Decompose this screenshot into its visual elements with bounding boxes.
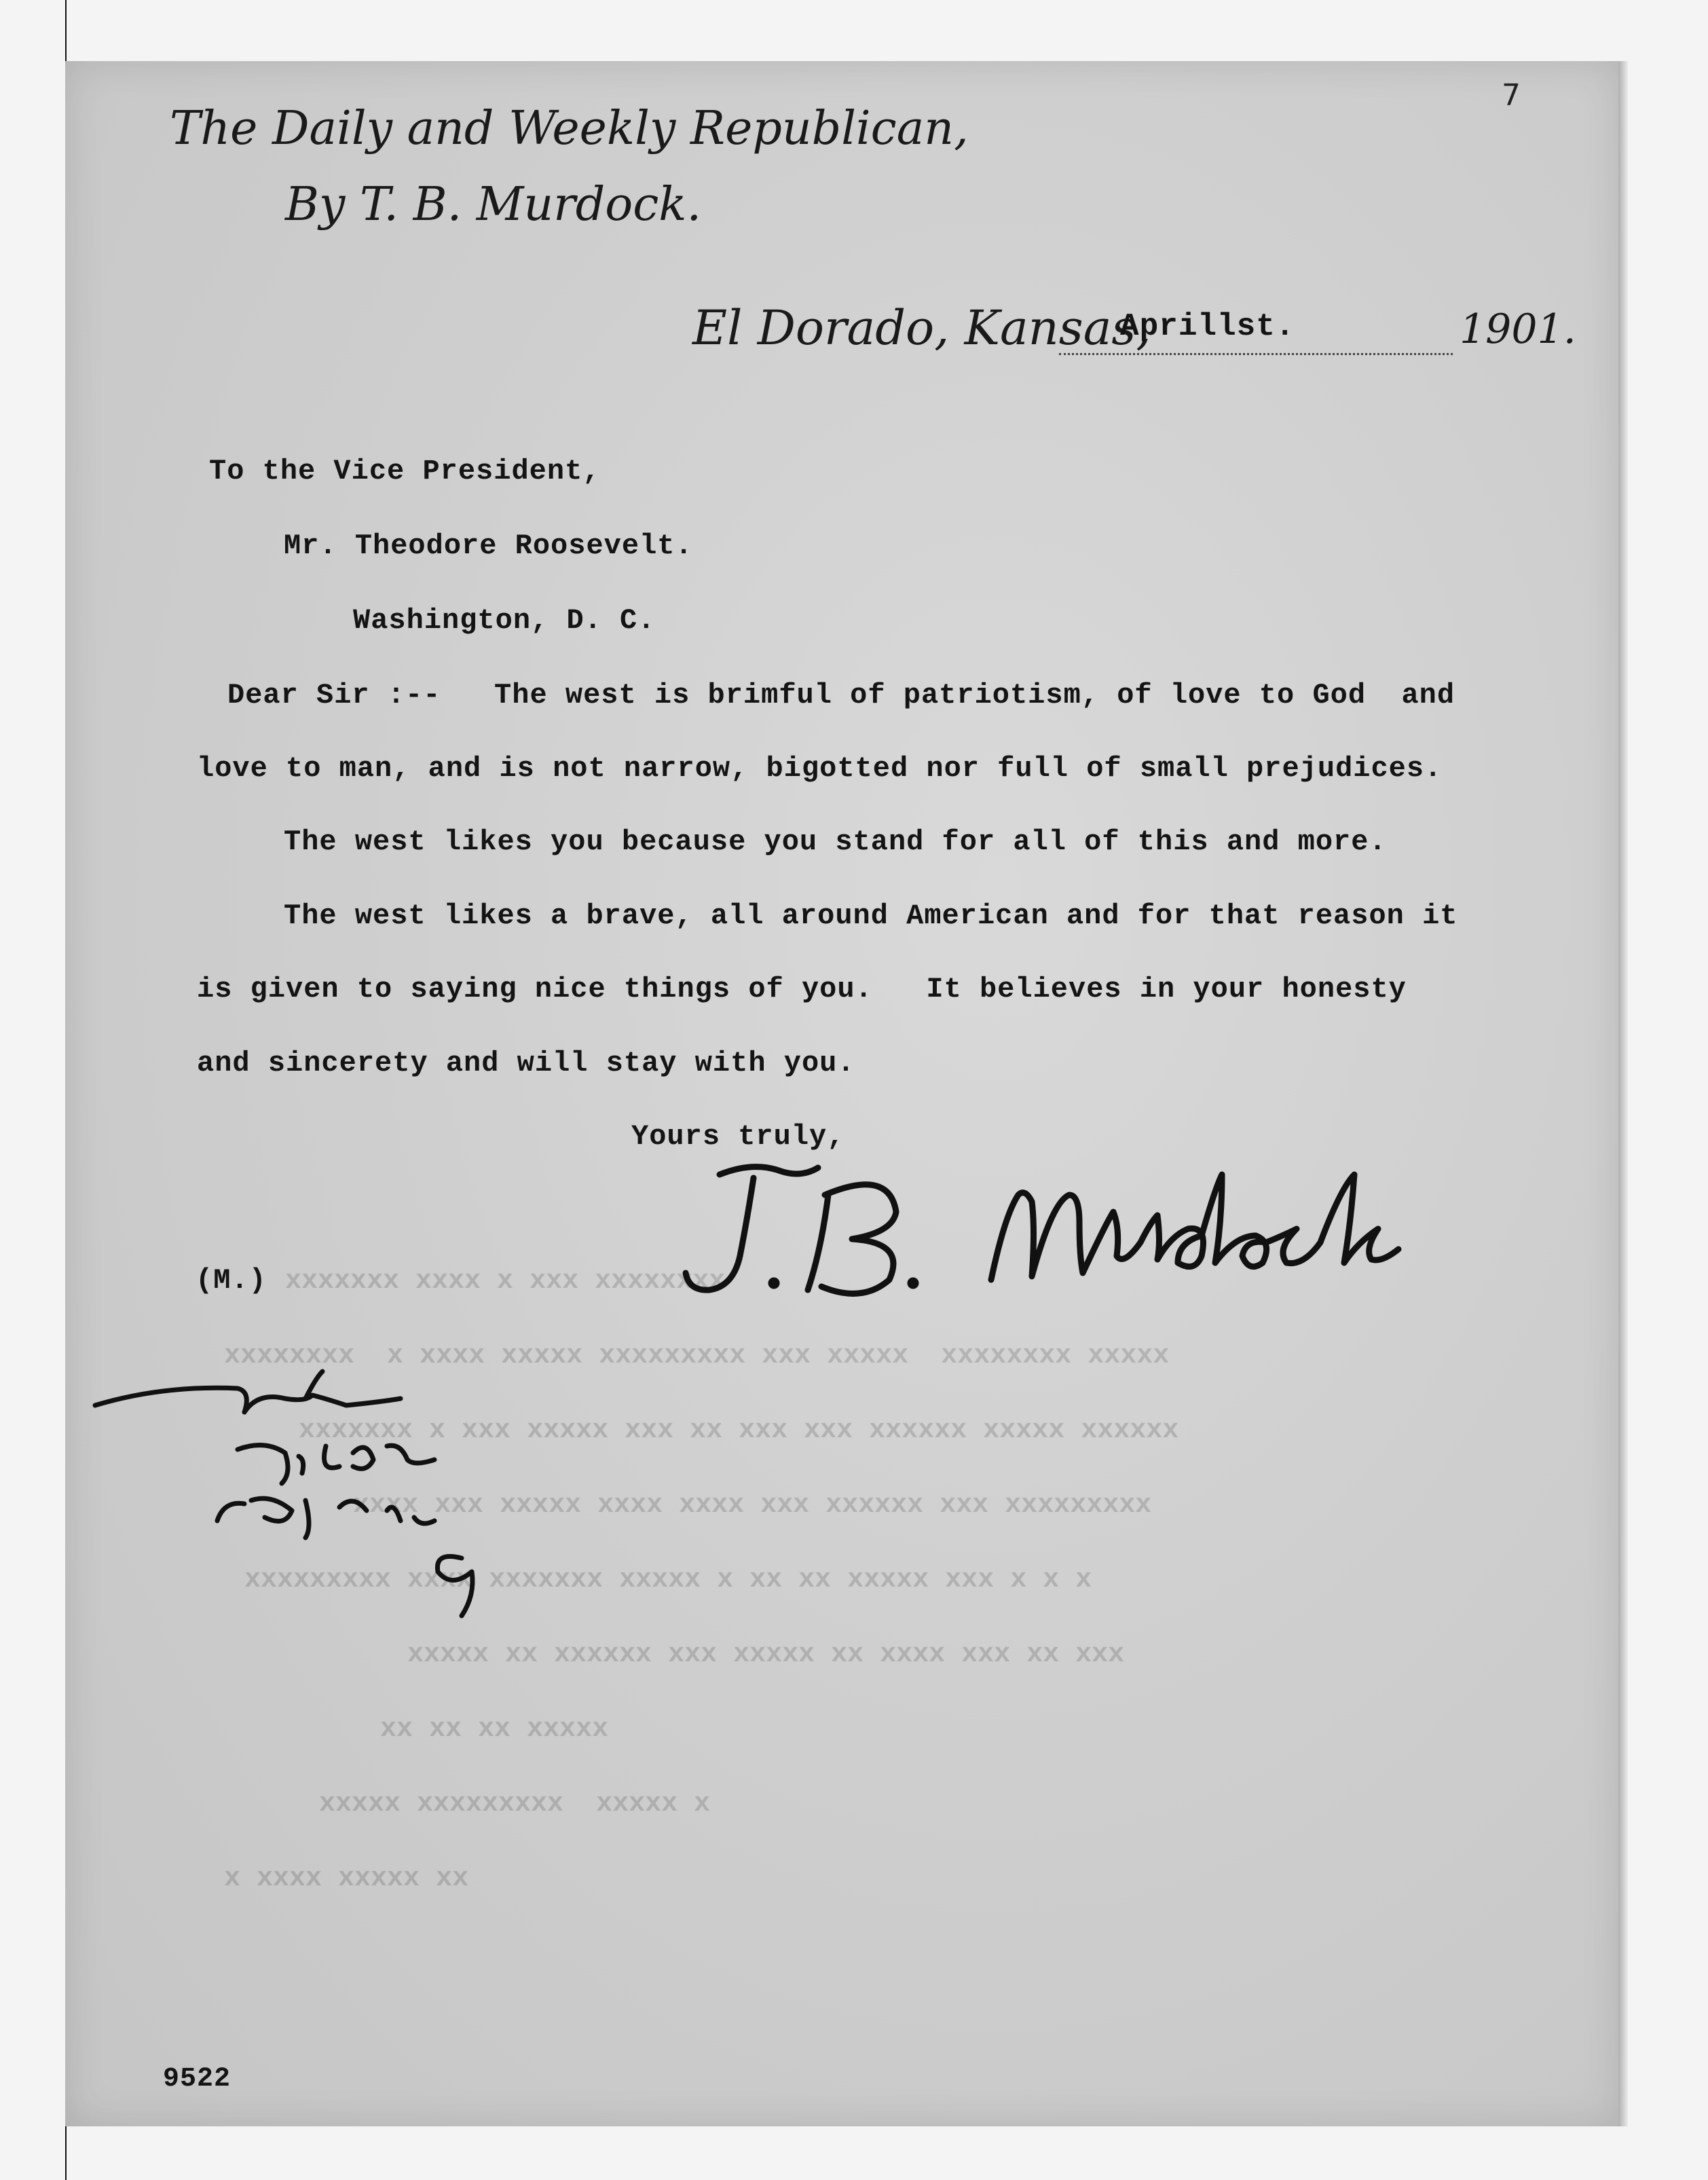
bleed-through-text: xxxxxx xxxxx xxxxxx xxx xxx xx xxx xxxxx xxx x xxxxxxx bbox=[299, 1416, 1179, 1446]
address-line-2: Mr. Theodore Roosevelt. bbox=[284, 530, 693, 562]
body-line-4: The west likes a brave, all around American and for that reason it bbox=[284, 900, 1458, 932]
file-number: 9522 bbox=[163, 2064, 231, 2094]
body-line-3: The west likes you because you stand for all of this and more. bbox=[284, 826, 1387, 858]
typist-initials: (M.) bbox=[196, 1264, 267, 1297]
bleed-through-text: xxxxxxxxx xxx xxxxxx xxx xxxx xxxx xxxxx xxx xxxx bbox=[353, 1490, 1152, 1521]
date-dotted-line bbox=[1059, 353, 1453, 355]
body-line-1: Dear Sir :-- The west is brimful of patriotism, of love to God and bbox=[227, 679, 1455, 712]
letterhead-place: El Dorado, Kansas, bbox=[692, 300, 1151, 356]
bleed-through-text: xxxxx xxxxxxxx xxxxx xxx xxxxxxxxx xxxxx xxxx x xxxxxxxx bbox=[224, 1341, 1170, 1371]
letter-year: 1901. bbox=[1460, 306, 1576, 353]
bleed-through-text: xxx xx xxx xxxx xx xxxxx xxx xxxxxx xx xxxxx bbox=[407, 1640, 1125, 1670]
page-number: 7 bbox=[1502, 78, 1521, 113]
signature bbox=[672, 1147, 1500, 1304]
bleed-through-text: xx xxxxx xxxx x bbox=[224, 1864, 469, 1894]
bleed-through-text: xxxxxxxx xxx x xxxx xxxxxxx bbox=[285, 1266, 726, 1297]
bleed-through-text: xxxxx xx xx xx bbox=[380, 1714, 609, 1745]
letter-page bbox=[65, 61, 1620, 2126]
body-line-5: is given to saying nice things of you. It believes in your honesty bbox=[197, 973, 1407, 1005]
address-line-3: Washington, D. C. bbox=[353, 604, 656, 637]
handwritten-annotation bbox=[81, 1365, 597, 1650]
body-line-6: and sincerety and will stay with you. bbox=[197, 1047, 855, 1079]
letterhead-publisher: By T. B. Murdock. bbox=[285, 178, 702, 232]
page-edge bbox=[1618, 61, 1628, 2126]
closing: Yours truly, bbox=[631, 1120, 845, 1153]
bleed-through-text: x x x xxx xxxxx xx xx x xxxxx xxxxxxx xxxx xxxxxxxxx bbox=[244, 1565, 1092, 1595]
letter-date: Aprillst. bbox=[1120, 309, 1295, 344]
address-line-1: To the Vice President, bbox=[209, 455, 601, 487]
letterhead-title: The Daily and Weekly Republican, bbox=[170, 102, 969, 155]
body-line-2: love to man, and is not narrow, bigotted nor full of small prejudices. bbox=[197, 752, 1443, 785]
bleed-through-text: x xxxxx xxxxxxxxx xxxxx bbox=[319, 1789, 711, 1819]
